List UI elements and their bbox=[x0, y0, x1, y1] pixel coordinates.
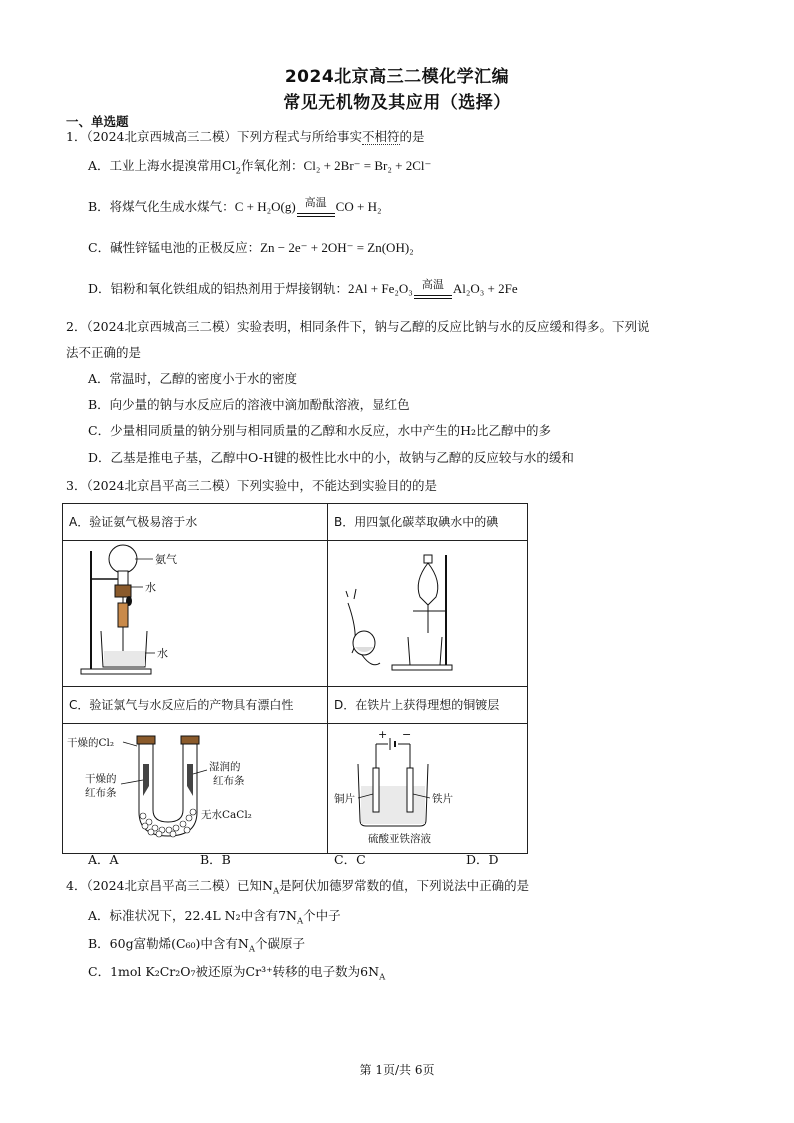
question-4-option-a: A．标准状况下，22.4L N₂中含有$7N_A$个中子 bbox=[88, 908, 341, 927]
svg-text:−: − bbox=[402, 728, 412, 741]
question-2-stem-line1: 2．（2024北京西城高三二模）实验表明，相同条件下，钠与乙醇的反应比钠与水的反应缓和得多。下列说 bbox=[66, 319, 650, 334]
label-red-cloth-left: 红布条 bbox=[85, 787, 117, 799]
question-3-option-b: B．B bbox=[200, 852, 231, 867]
section-title: 一、单选题 bbox=[66, 114, 129, 129]
calcium-chloride-beads bbox=[140, 809, 196, 837]
label-iron-plate: 铁片 bbox=[432, 793, 453, 805]
figure-d-cell bbox=[328, 724, 528, 854]
question-4-option-b: B．60g富勒烯(C₆₀)中含有$N_A$个碳原子 bbox=[88, 936, 306, 955]
question-2-option-a: A．常温时，乙醇的密度小于水的密度 bbox=[88, 371, 298, 386]
question-4-option-c: C．1mol K₂Cr₂O₇被还原为Cr³⁺转移的电子数为$6N_A$ bbox=[88, 964, 386, 983]
question-2-option-c: C．少量相同质量的钠分别与相同质量的乙醇和水反应，水中产生的H₂比乙醇中的多 bbox=[88, 423, 551, 438]
electroplating-apparatus bbox=[328, 724, 527, 850]
question-1-stem: 1．（2024北京西城高三二模）下列方程式与所给事实不相符的是 bbox=[66, 129, 425, 144]
question-1-option-b: B．将煤气化生成水煤气：C + H₂O(g) 高温 CO + H₂ bbox=[88, 197, 738, 217]
question-3-option-c: C．C bbox=[334, 852, 366, 867]
label-red-cloth-right: 红布条 bbox=[213, 775, 245, 787]
emphasis-text: 不相符 bbox=[362, 129, 400, 144]
cell-c-title: C．验证氯气与水反应后的产物具有漂白性 bbox=[63, 687, 328, 724]
question-1-option-c: C．碱性锌锰电池的正极反应：Zn − 2e⁻ + 2OH⁻ = Zn(OH)₂ bbox=[88, 240, 414, 255]
svg-text:+: + bbox=[378, 728, 388, 741]
label-anhydrous-cacl2: 无水CaCl₂ bbox=[201, 809, 252, 821]
document-subtitle: 常见无机物及其应用（选择） bbox=[283, 93, 511, 113]
document-title: 2024北京高三二模化学汇编 bbox=[284, 67, 510, 87]
label-dry: 干燥的 bbox=[85, 773, 117, 785]
cell-d-title: D．在铁片上获得理想的铜镀层 bbox=[328, 687, 528, 724]
question-1-option-d: D．铝粉和氧化铁组成的铝热剂用于焊接钢轨：2Al + Fe₂O₃ 高温 Al₂O₃ + 2Fe bbox=[88, 279, 738, 299]
figure-a-cell bbox=[63, 541, 328, 687]
reaction-condition: 高温 bbox=[414, 289, 452, 299]
figure-b-cell bbox=[328, 541, 528, 687]
figure-c-cell bbox=[63, 724, 328, 854]
label-ferrous-sulfate: 硫酸亚铁溶液 bbox=[368, 833, 431, 845]
cell-a-title: A．验证氨气极易溶于水 bbox=[63, 504, 328, 541]
label-wet: 湿润的 bbox=[209, 761, 241, 773]
label-copper-plate: 铜片 bbox=[334, 793, 355, 805]
page-footer: 第 1页/共 6页 bbox=[359, 1063, 435, 1077]
cell-b-title: B．用四氯化碳萃取碘水中的碘 bbox=[328, 504, 528, 541]
question-3-option-d: D．D bbox=[466, 852, 499, 867]
question-2-stem-line2: 法不正确的是 bbox=[66, 345, 142, 360]
label-dry-cl2: 干燥的Cl₂ bbox=[67, 737, 115, 749]
u-tube-apparatus bbox=[63, 724, 327, 850]
experiment-table bbox=[62, 503, 528, 854]
label-ammonia: 氨气 bbox=[155, 553, 177, 566]
ammonia-fountain-apparatus bbox=[63, 541, 327, 683]
label-water-beaker: 水 bbox=[157, 647, 168, 660]
question-2-option-b: B．向少量的钠与水反应后的溶液中滴加酚酞溶液，显红色 bbox=[88, 397, 410, 412]
label-water-top: 水 bbox=[145, 581, 156, 594]
extraction-apparatus bbox=[328, 541, 527, 683]
question-2-option-d: D．乙基是推电子基，乙醇中O-H键的极性比水中的小，故钠与乙醇的反应较与水的缓和 bbox=[88, 450, 574, 465]
question-4-stem: 4．（2024北京昌平高三二模）已知$N_A$是阿伏加德罗常数的值，下列说法中正确的是 bbox=[66, 878, 530, 897]
question-3-stem: 3．（2024北京昌平高三二模）下列实验中，不能达到实验目的的是 bbox=[66, 478, 438, 493]
question-1-option-a: A．工业上海水提溴常用$Cl_2$作氧化剂：Cl₂ + 2Br⁻ = Br₂ + 2Cl⁻ bbox=[88, 158, 432, 177]
question-3-option-a: A．A bbox=[88, 852, 119, 867]
reaction-condition: 高温 bbox=[297, 207, 335, 217]
